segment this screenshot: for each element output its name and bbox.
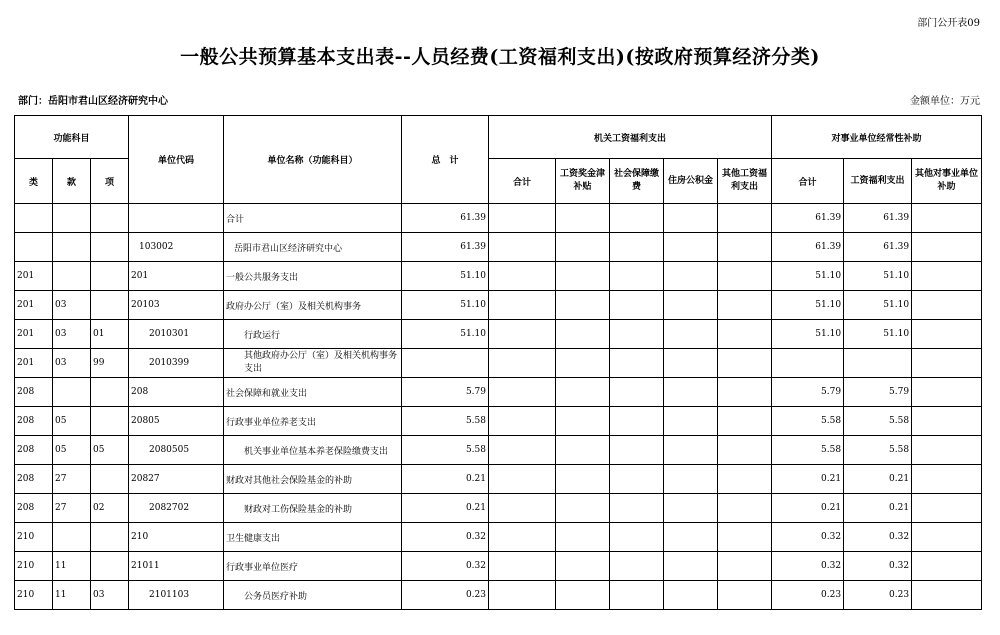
cell-xiang: [91, 465, 129, 494]
cell-public-other: [912, 233, 982, 262]
cell-agency-housing-fund: [664, 407, 718, 436]
header-kuan: 款: [53, 159, 91, 204]
cell-total: 0.21: [402, 494, 489, 523]
header-agency-other: 其他工资福利支出: [718, 159, 772, 204]
header-unit-name: 单位名称（功能科目）: [224, 116, 402, 204]
cell-agency-total: [489, 494, 556, 523]
cell-public-other: [912, 552, 982, 581]
cell-total: 61.39: [402, 233, 489, 262]
cell-unit-code: 21011: [129, 552, 224, 581]
cell-kuan: [53, 378, 91, 407]
cell-agency-other: [718, 494, 772, 523]
cell-agency-other: [718, 436, 772, 465]
header-agency-social-security: 社会保障缴费: [610, 159, 664, 204]
cell-kuan: 11: [53, 581, 91, 610]
cell-total: 0.32: [402, 552, 489, 581]
form-number: 部门公开表09: [917, 18, 980, 29]
table-row: [15, 204, 982, 233]
cell-lei: 201: [15, 349, 53, 378]
cell-xiang: [91, 407, 129, 436]
cell-agency-housing-fund: [664, 349, 718, 378]
cell-public-other: [912, 349, 982, 378]
cell-agency-other: [718, 262, 772, 291]
cell-xiang: 99: [91, 349, 129, 378]
page-title: 一般公共预算基本支出表--人员经费(工资福利支出)(按政府预算经济分类): [180, 46, 820, 68]
cell-public-other: [912, 523, 982, 552]
cell-lei: 208: [15, 378, 53, 407]
cell-agency-other: [718, 465, 772, 494]
cell-lei: 210: [15, 581, 53, 610]
cell-total: 0.32: [402, 523, 489, 552]
cell-public-salary: 0.23: [844, 581, 912, 610]
cell-kuan: [53, 262, 91, 291]
cell-lei: 201: [15, 320, 53, 349]
cell-agency-total: [489, 320, 556, 349]
cell-agency-salary-bonus: [556, 523, 610, 552]
cell-kuan: [53, 233, 91, 262]
cell-unit-name: 政府办公厅（室）及相关机构事务: [224, 291, 402, 320]
cell-xiang: [91, 204, 129, 233]
cell-agency-salary-bonus: [556, 320, 610, 349]
table-row: [15, 494, 982, 523]
cell-agency-housing-fund: [664, 523, 718, 552]
cell-public-total: 61.39: [772, 233, 844, 262]
cell-agency-other: [718, 523, 772, 552]
cell-unit-name: 机关事业单位基本养老保险缴费支出: [224, 436, 402, 465]
cell-agency-salary-bonus: [556, 349, 610, 378]
cell-unit-code: 201: [129, 262, 224, 291]
cell-public-total: 0.32: [772, 552, 844, 581]
cell-xiang: 05: [91, 436, 129, 465]
cell-agency-other: [718, 581, 772, 610]
cell-agency-social-security: [610, 291, 664, 320]
cell-agency-housing-fund: [664, 204, 718, 233]
cell-public-salary: 51.10: [844, 291, 912, 320]
cell-total: 5.58: [402, 407, 489, 436]
header-public-group: 对事业单位经常性补助: [772, 116, 982, 159]
cell-agency-total: [489, 291, 556, 320]
cell-unit-code: 2010399: [129, 349, 224, 378]
cell-public-salary: 51.10: [844, 320, 912, 349]
cell-public-other: [912, 494, 982, 523]
cell-unit-name: 公务员医疗补助: [224, 581, 402, 610]
cell-xiang: [91, 262, 129, 291]
cell-public-total: [772, 349, 844, 378]
budget-table: [14, 115, 982, 610]
cell-xiang: [91, 552, 129, 581]
cell-agency-social-security: [610, 262, 664, 291]
cell-unit-code: 2101103: [129, 581, 224, 610]
cell-public-total: 0.21: [772, 494, 844, 523]
cell-agency-salary-bonus: [556, 407, 610, 436]
cell-public-other: [912, 465, 982, 494]
cell-public-salary: 0.21: [844, 494, 912, 523]
cell-public-salary: 0.32: [844, 523, 912, 552]
cell-agency-total: [489, 262, 556, 291]
header-total: 总 计: [402, 116, 489, 204]
cell-lei: [15, 204, 53, 233]
cell-lei: 208: [15, 494, 53, 523]
header-lei: 类: [15, 159, 53, 204]
cell-unit-name: 财政对工伤保险基金的补助: [224, 494, 402, 523]
cell-agency-total: [489, 436, 556, 465]
cell-unit-name: 其他政府办公厅（室）及相关机构事务支出: [224, 349, 402, 378]
cell-agency-salary-bonus: [556, 552, 610, 581]
cell-agency-total: [489, 233, 556, 262]
cell-agency-other: [718, 349, 772, 378]
cell-agency-other: [718, 407, 772, 436]
cell-public-total: 51.10: [772, 291, 844, 320]
cell-agency-salary-bonus: [556, 204, 610, 233]
cell-xiang: 02: [91, 494, 129, 523]
table-row: [15, 581, 982, 610]
cell-total: 51.10: [402, 262, 489, 291]
cell-xiang: 01: [91, 320, 129, 349]
table-row: [15, 320, 982, 349]
cell-kuan: 03: [53, 320, 91, 349]
cell-unit-name: 卫生健康支出: [224, 523, 402, 552]
cell-kuan: 27: [53, 465, 91, 494]
cell-lei: [15, 233, 53, 262]
cell-agency-salary-bonus: [556, 233, 610, 262]
cell-public-total: 0.21: [772, 465, 844, 494]
cell-agency-housing-fund: [664, 465, 718, 494]
cell-agency-housing-fund: [664, 233, 718, 262]
cell-public-total: 51.10: [772, 262, 844, 291]
cell-total: 61.39: [402, 204, 489, 233]
header-func-subject: 功能科目: [15, 116, 129, 159]
cell-agency-housing-fund: [664, 581, 718, 610]
cell-agency-total: [489, 378, 556, 407]
cell-agency-other: [718, 204, 772, 233]
table-row: [15, 407, 982, 436]
header-unit-code: 单位代码: [129, 116, 224, 204]
cell-public-salary: 61.39: [844, 233, 912, 262]
cell-unit-name: 财政对其他社会保险基金的补助: [224, 465, 402, 494]
cell-kuan: 05: [53, 407, 91, 436]
header-agency-salary-bonus: 工资奖金津补贴: [556, 159, 610, 204]
cell-unit-name: 行政运行: [224, 320, 402, 349]
cell-agency-social-security: [610, 494, 664, 523]
cell-total: 0.23: [402, 581, 489, 610]
cell-agency-social-security: [610, 552, 664, 581]
cell-unit-name: 岳阳市君山区经济研究中心: [224, 233, 402, 262]
header-agency-total: 合计: [489, 159, 556, 204]
cell-agency-housing-fund: [664, 320, 718, 349]
amount-unit-label: 金额单位：万元: [910, 96, 980, 107]
cell-public-salary: 5.58: [844, 436, 912, 465]
cell-xiang: [91, 291, 129, 320]
header-agency-housing-fund: 住房公积金: [664, 159, 718, 204]
cell-agency-total: [489, 523, 556, 552]
cell-agency-housing-fund: [664, 291, 718, 320]
header-public-salary: 工资福利支出: [844, 159, 912, 204]
cell-agency-other: [718, 291, 772, 320]
cell-agency-social-security: [610, 436, 664, 465]
cell-agency-social-security: [610, 465, 664, 494]
cell-agency-total: [489, 581, 556, 610]
cell-public-salary: 5.58: [844, 407, 912, 436]
cell-total: 51.10: [402, 320, 489, 349]
cell-unit-code: 2082702: [129, 494, 224, 523]
cell-xiang: [91, 378, 129, 407]
table-row: [15, 262, 982, 291]
cell-public-total: 0.32: [772, 523, 844, 552]
cell-xiang: [91, 523, 129, 552]
cell-agency-social-security: [610, 407, 664, 436]
cell-unit-code: 2010301: [129, 320, 224, 349]
cell-agency-other: [718, 233, 772, 262]
cell-public-total: 5.58: [772, 436, 844, 465]
cell-public-other: [912, 407, 982, 436]
cell-unit-code: 20827: [129, 465, 224, 494]
cell-unit-code: 2080505: [129, 436, 224, 465]
header-xiang: 项: [91, 159, 129, 204]
cell-agency-social-security: [610, 320, 664, 349]
cell-agency-social-security: [610, 581, 664, 610]
cell-agency-housing-fund: [664, 494, 718, 523]
cell-lei: 201: [15, 262, 53, 291]
cell-public-other: [912, 378, 982, 407]
header-public-other: 其他对事业单位补助: [912, 159, 982, 204]
table-row: [15, 378, 982, 407]
cell-kuan: [53, 204, 91, 233]
cell-agency-housing-fund: [664, 378, 718, 407]
cell-unit-name: 合计: [224, 204, 402, 233]
cell-public-total: 61.39: [772, 204, 844, 233]
cell-unit-code: [129, 204, 224, 233]
cell-agency-housing-fund: [664, 262, 718, 291]
cell-kuan: 27: [53, 494, 91, 523]
table-row: [15, 436, 982, 465]
cell-agency-social-security: [610, 349, 664, 378]
cell-agency-salary-bonus: [556, 494, 610, 523]
cell-public-salary: 0.32: [844, 552, 912, 581]
department-label: 部门：岳阳市君山区经济研究中心: [18, 96, 168, 107]
cell-unit-code: 103002: [129, 233, 224, 262]
table-row: [15, 465, 982, 494]
table-row: [15, 552, 982, 581]
cell-public-total: 5.58: [772, 407, 844, 436]
cell-total: 0.21: [402, 465, 489, 494]
cell-total: 51.10: [402, 291, 489, 320]
cell-public-other: [912, 320, 982, 349]
cell-unit-name: 一般公共服务支出: [224, 262, 402, 291]
cell-public-other: [912, 581, 982, 610]
cell-public-salary: 51.10: [844, 262, 912, 291]
cell-agency-salary-bonus: [556, 291, 610, 320]
cell-public-other: [912, 204, 982, 233]
cell-public-other: [912, 262, 982, 291]
cell-kuan: 11: [53, 552, 91, 581]
cell-kuan: [53, 523, 91, 552]
cell-kuan: 03: [53, 349, 91, 378]
cell-kuan: 05: [53, 436, 91, 465]
cell-public-other: [912, 291, 982, 320]
cell-agency-housing-fund: [664, 552, 718, 581]
cell-total: 5.58: [402, 436, 489, 465]
cell-agency-salary-bonus: [556, 436, 610, 465]
cell-agency-total: [489, 407, 556, 436]
cell-unit-name: 行政事业单位医疗: [224, 552, 402, 581]
cell-agency-total: [489, 204, 556, 233]
cell-lei: 208: [15, 407, 53, 436]
cell-lei: 208: [15, 436, 53, 465]
cell-lei: 210: [15, 552, 53, 581]
table-row: [15, 523, 982, 552]
cell-lei: 208: [15, 465, 53, 494]
cell-agency-social-security: [610, 233, 664, 262]
cell-unit-name: 行政事业单位养老支出: [224, 407, 402, 436]
cell-unit-code: 210: [129, 523, 224, 552]
cell-unit-code: 20103: [129, 291, 224, 320]
cell-agency-housing-fund: [664, 436, 718, 465]
cell-agency-other: [718, 552, 772, 581]
cell-unit-code: 20805: [129, 407, 224, 436]
cell-lei: 201: [15, 291, 53, 320]
cell-total: 5.79: [402, 378, 489, 407]
cell-agency-salary-bonus: [556, 581, 610, 610]
cell-public-salary: 61.39: [844, 204, 912, 233]
cell-agency-total: [489, 349, 556, 378]
header-agency-group: 机关工资福利支出: [489, 116, 772, 159]
cell-agency-social-security: [610, 204, 664, 233]
cell-unit-name: 社会保障和就业支出: [224, 378, 402, 407]
table-row: [15, 349, 982, 378]
header-public-total: 合计: [772, 159, 844, 204]
cell-agency-salary-bonus: [556, 378, 610, 407]
table-row: [15, 233, 982, 262]
cell-agency-salary-bonus: [556, 262, 610, 291]
cell-kuan: 03: [53, 291, 91, 320]
cell-agency-salary-bonus: [556, 465, 610, 494]
cell-lei: 210: [15, 523, 53, 552]
cell-unit-code: 208: [129, 378, 224, 407]
cell-public-other: [912, 436, 982, 465]
cell-agency-other: [718, 378, 772, 407]
cell-xiang: 03: [91, 581, 129, 610]
cell-agency-total: [489, 552, 556, 581]
cell-public-total: 51.10: [772, 320, 844, 349]
cell-public-total: 5.79: [772, 378, 844, 407]
table-row: [15, 291, 982, 320]
cell-agency-total: [489, 465, 556, 494]
cell-agency-other: [718, 320, 772, 349]
cell-public-salary: 5.79: [844, 378, 912, 407]
cell-agency-social-security: [610, 378, 664, 407]
cell-agency-social-security: [610, 523, 664, 552]
cell-xiang: [91, 233, 129, 262]
cell-total: [402, 349, 489, 378]
cell-public-salary: 0.21: [844, 465, 912, 494]
cell-public-total: 0.23: [772, 581, 844, 610]
cell-public-salary: [844, 349, 912, 378]
